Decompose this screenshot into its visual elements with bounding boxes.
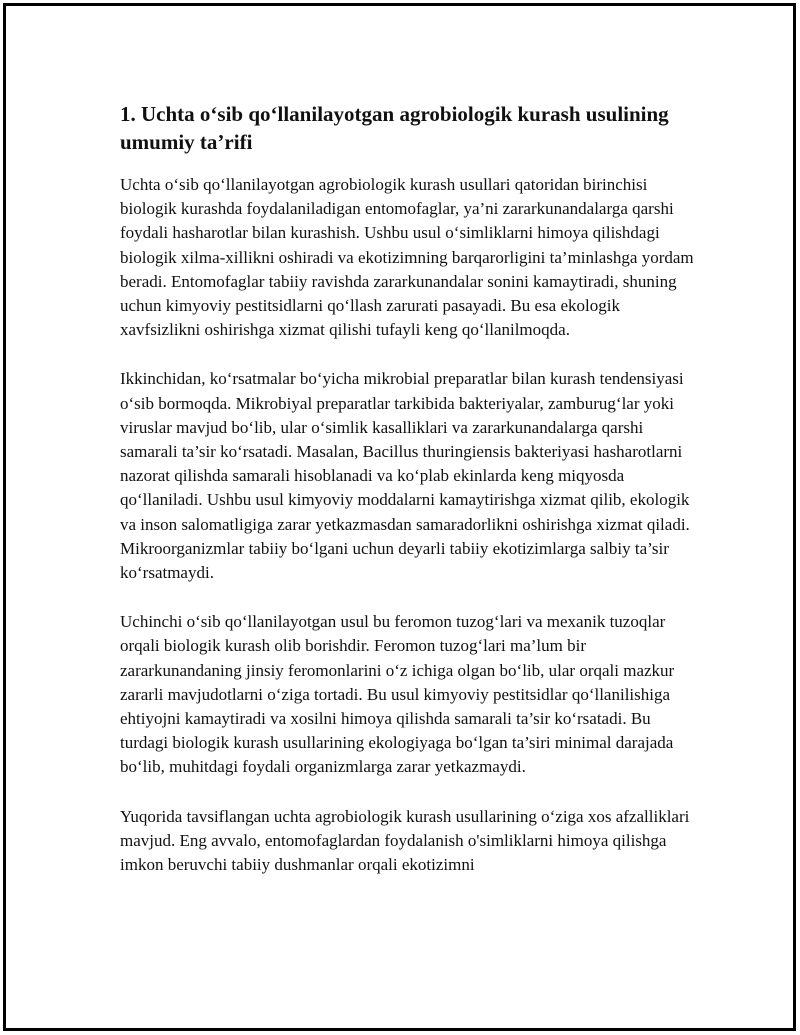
page-border — [3, 3, 796, 1031]
paragraph-microbial-preparations: Ikkinchidan, ko‘rsatmalar bo‘yicha mikrobial preparatlar bilan kurash tendensiyasi o‘sib bormoqda. Mikrobiyal preparatlar tarkibida bakteriyalar, zamburug‘lar yoki viruslar mavjud bo‘lib, ular o‘simlik kasalliklari va zararkunandalarga qarshi samarali ta’sir ko‘rsatadi. Masalan, Bacillus thuringiensis bakteriyasi hasharotlarni nazorat qilishda samarali hisoblanadi va ko‘plab ekinlarda keng miqyosda qo‘llaniladi. Ushbu usul kimyoviy moddalarni kamaytirishga xizmat qilib, ekologik va inson salomatligiga zarar yetkazmasdan samaradorlikni oshirishga xizmat qiladi. Mikroorganizmlar tabiiy bo‘lgani uchun deyarli tabiiy ekotizimlarga salbiy ta’sir ko‘rsatmaydi. — [120, 369, 690, 583]
document-body — [120, 100, 700, 902]
paragraph-entomophages: Uchta o‘sib qo‘llanilayotgan agrobiologik kurash usullari qatoridan birinchisi biologik kurashda foydalaniladigan entomofaglar, ya’ni zararkunandalarga qarshi foydali hasharotlar bilan kurashish. Ushbu usul o‘simliklarni himoya qilishdagi biologik xilma-xillikni oshiradi va ekotizimning barqarorligini ta’minlashga yordam beradi. Entomofaglar tabiiy ravishda zararkunandalar sonini kamaytiradi, shuning uchun kimyoviy pestitsidlarni qo‘llash zarurati pasayadi. Bu esa ekologik xavfsizlikni oshirishga xizmat qilishi tufayli keng qo‘llanilmoqda. — [120, 175, 694, 340]
section-heading: 1. Uchta o‘sib qo‘llanilayotgan agrobiologik kurash usulining umumiy ta’rifi — [120, 102, 669, 154]
paragraph-advantages: Yuqorida tavsiflangan uchta agrobiologik kurash usullarining o‘ziga xos afzalliklari mavjud. Eng avvalo, entomofaglardan foydalanish o'simliklarni himoya qilishga imkon beruvchi tabiiy dushmanlar orqali ekotizimni — [120, 806, 690, 875]
paragraph-pheromone-traps: Uchinchi o‘sib qo‘llanilayotgan usul bu feromon tuzog‘lari va mexanik tuzoqlar orqali biologik kurash olib borishdir. Feromon tuzog‘lari ma’lum bir zararkunandaning jinsiy feromonlarini o‘z ichiga olgan bo‘lib, ular orqali mazkur zararli mavjudotlarni o‘ziga tortadi. Bu usul kimyoviy pestitsidlar qo‘llanilishiga ehtiyojni kamaytiradi va xosilni himoya qilishda samarali ta’sir ko‘rsatadi. Bu turdagi biologik kurash usullarining ekologiyaga bo‘lgan ta’siri minimal darajada bo‘lib, muhitdagi foydali organizmlarga zarar yetkazmaydi. — [120, 612, 675, 777]
